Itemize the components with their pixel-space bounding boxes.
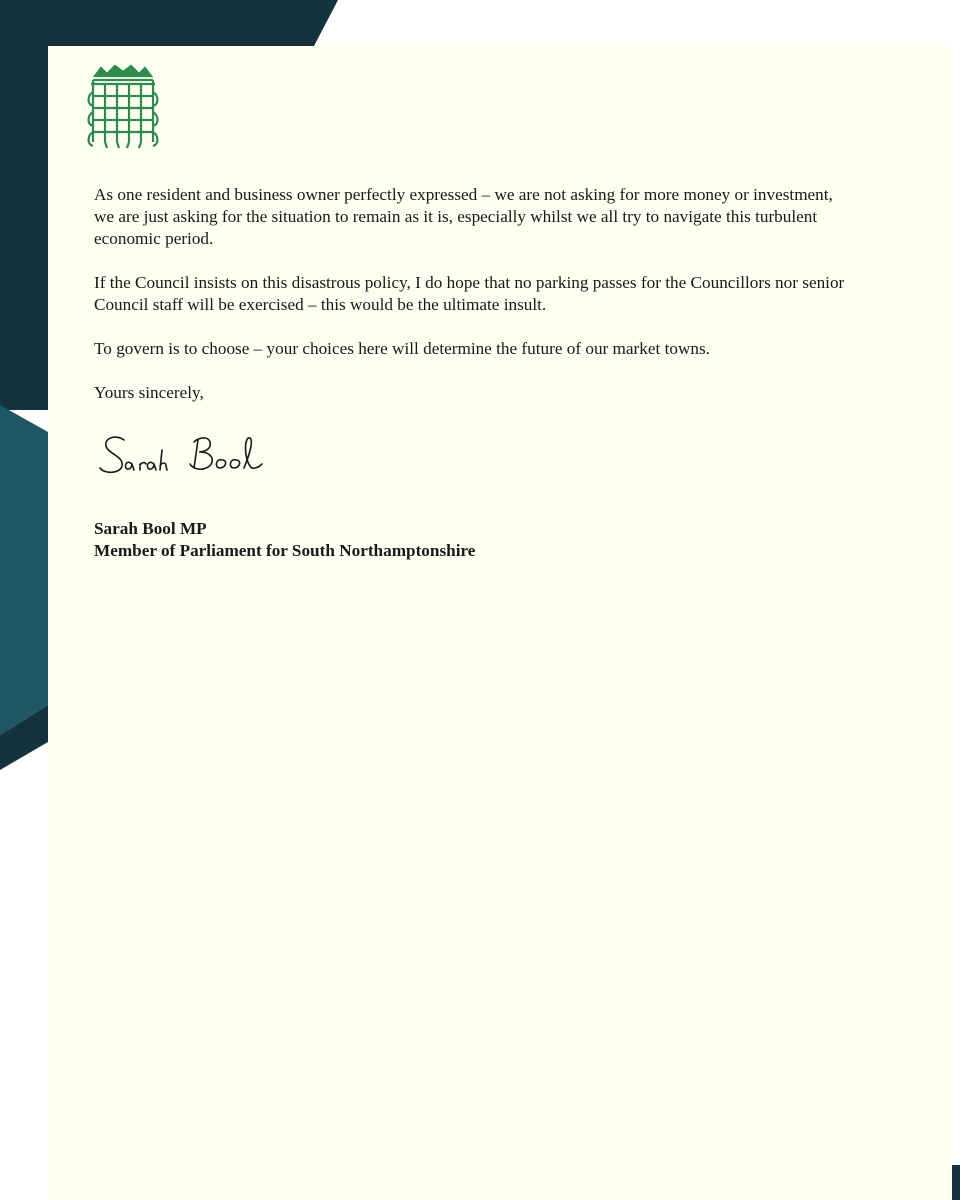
paragraph-1: As one resident and business owner perfectly expressed – we are not asking for more money or investment, we are just asking for the situation to remain as it is, especially whilst we all try to navigate this turbulent economic period. [94,185,833,248]
closing-salutation: Yours sincerely, [94,383,204,402]
paragraph-2: If the Council insists on this disastrous policy, I do hope that no parking passes for the Councillors nor senior Council staff will be exercised – this would be the ultimate insult. [94,273,845,314]
left-navy-column [0,0,48,410]
left-teal-shape [0,405,48,735]
sender-title: Member of Parliament for South Northamptonshire [94,541,476,560]
handwritten-signature [94,428,294,488]
top-left-navy-band [0,0,338,46]
paragraph-3: To govern is to choose – your choices here will determine the future of our market towns. [94,339,710,358]
sender-name: Sarah Bool MP [94,519,207,538]
letter-body [94,184,854,426]
portcullis-icon [85,62,161,152]
sender-block [94,518,475,562]
